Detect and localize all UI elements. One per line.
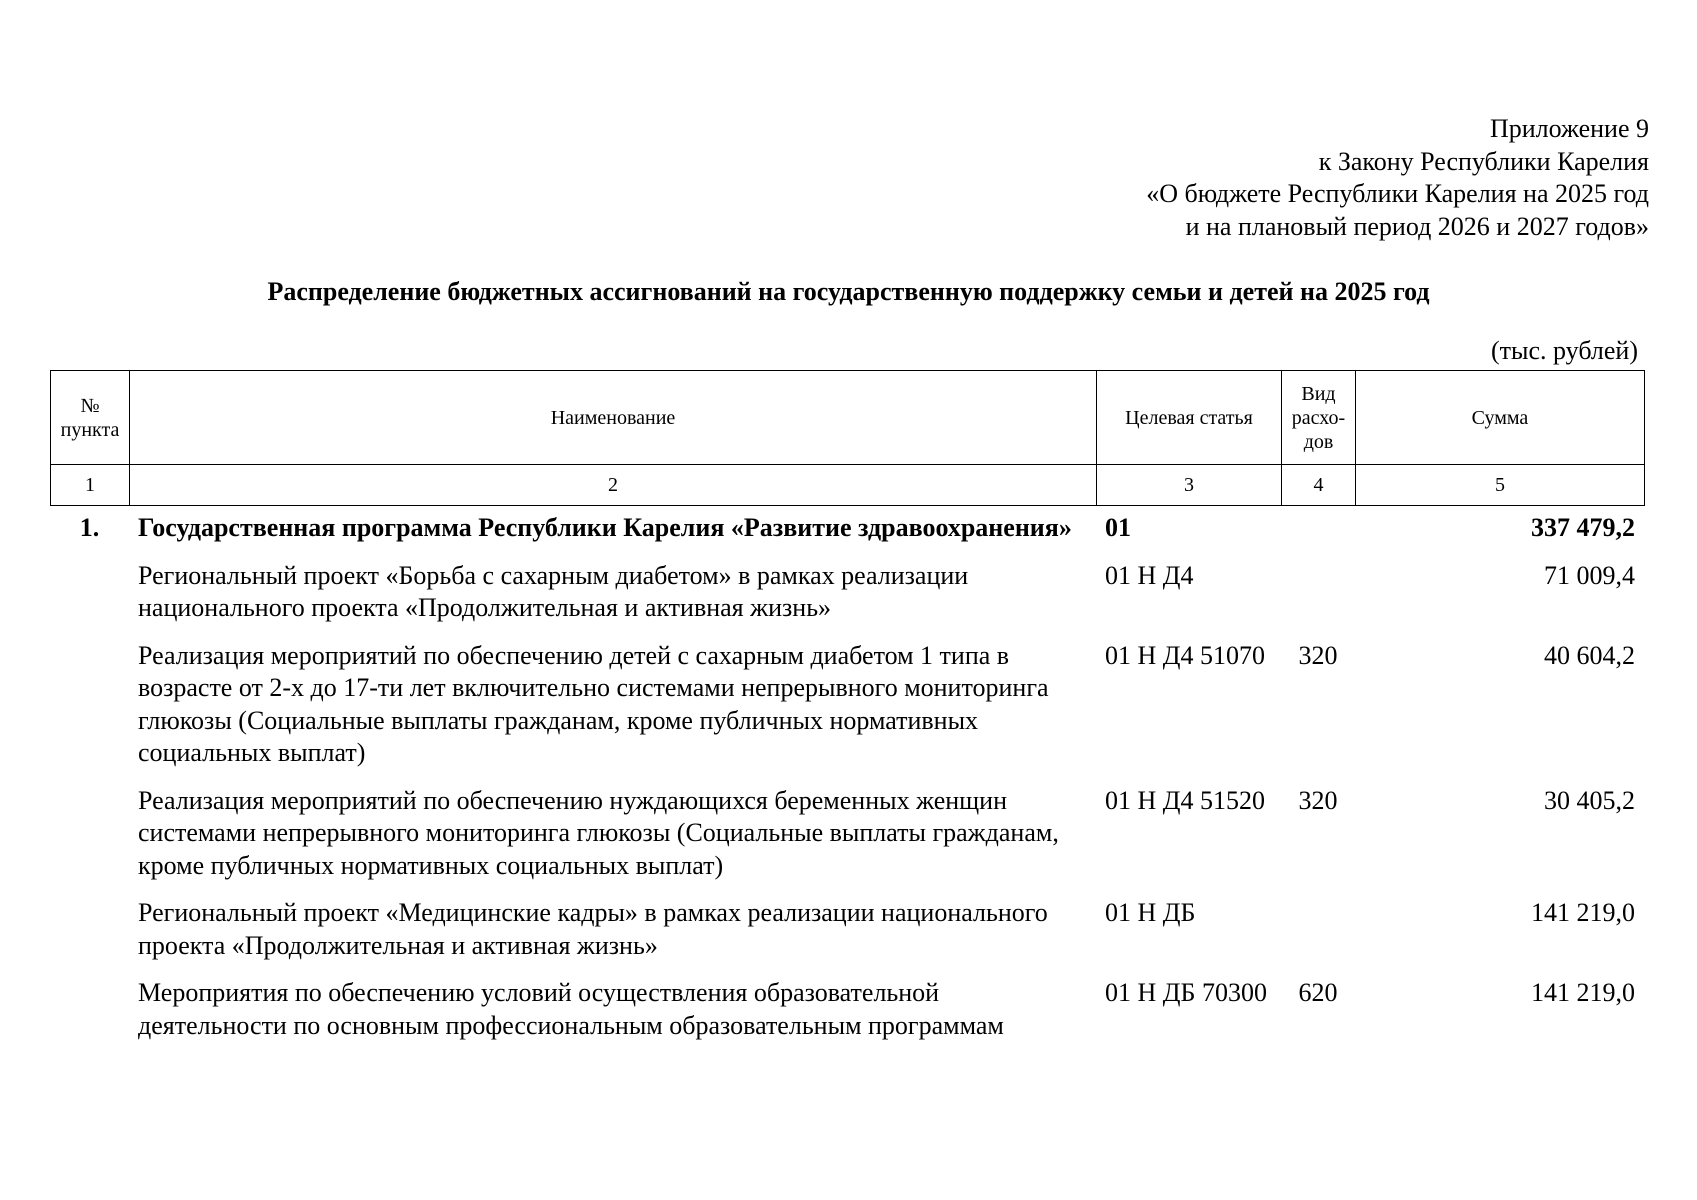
appendix-line: Приложение 9 <box>1489 114 1649 143</box>
row-sum: 337 479,2 <box>1531 513 1635 542</box>
table-header <box>50 370 1645 506</box>
appendix-line: «О бюджете Республики Карелия на 2025 год <box>1146 179 1649 208</box>
row-vid: 620 <box>1298 978 1338 1007</box>
row-vid: 320 <box>1298 640 1338 670</box>
column-number: 5 <box>1356 465 1645 506</box>
budget-table <box>50 512 1644 1057</box>
row-sum: 141 219,0 <box>1531 978 1635 1007</box>
row-name: Региональный проект «Медицинские кадры» в рамках реализации национального проекта «Продолжительная и активная жизнь» <box>138 898 1048 960</box>
row-name: Реализация мероприятий по обеспечению детей с сахарным диабетом 1 типа в возрасте от 2-х до 17-ти лет включительно системами непрерывного мониторинга глюкозы (Социальные выплаты гражданам, кроме публичных нормативных социальных выплат) <box>138 640 1049 767</box>
row-num <box>50 640 129 785</box>
row-code: 01 <box>1105 513 1131 542</box>
table-row <box>50 640 1644 785</box>
row-num <box>50 560 129 640</box>
row-sum: 141 219,0 <box>1531 898 1635 927</box>
column-number: 3 <box>1097 465 1282 506</box>
table-row <box>50 560 1644 640</box>
header-sum: Сумма <box>1356 371 1645 465</box>
table-row <box>50 785 1644 898</box>
table-row <box>50 977 1644 1057</box>
column-number: 1 <box>51 465 130 506</box>
row-vid <box>1281 897 1355 977</box>
row-sum: 30 405,2 <box>1544 785 1635 815</box>
appendix-line: и на плановый период 2026 и 2027 годов» <box>1185 211 1649 241</box>
row-num <box>50 785 129 898</box>
header-vid-line: Вид <box>1301 382 1336 405</box>
header-num <box>51 371 130 465</box>
row-code: 01 Н Д4 <box>1105 560 1194 590</box>
header-code: Целевая статья <box>1097 371 1282 465</box>
document-title: Распределение бюджетных ассигнований на государственную поддержку семьи и детей на 2025 год <box>267 277 1430 306</box>
row-name: Региональный проект «Борьба с сахарным диабетом» в рамках реализации национального проекта «Продолжительная и активная жизнь» <box>138 560 969 622</box>
appendix-line: к Закону Республики Карелия <box>1318 146 1649 176</box>
header-num-line: пункта <box>60 418 120 441</box>
table-row <box>50 512 1644 560</box>
column-number: 4 <box>1282 465 1356 506</box>
row-code: 01 Н Д4 51070 <box>1105 640 1266 670</box>
row-name: Мероприятия по обеспечению условий осуществления образовательной деятельности по основным профессиональным образовательным программам <box>138 978 1004 1040</box>
row-vid: 320 <box>1298 785 1338 815</box>
row-code: 01 Н Д4 51520 <box>1105 785 1266 815</box>
row-name: Реализация мероприятий по обеспечению нуждающихся беременных женщин системами непрерывного мониторинга глюкозы (Социальные выплаты гражданам, кроме публичных нормативных социальных выплат) <box>138 785 1059 880</box>
column-number: 2 <box>130 465 1097 506</box>
appendix-header <box>949 113 1649 243</box>
header-vid <box>1282 371 1356 465</box>
header-name: Наименование <box>130 371 1097 465</box>
row-code: 01 Н ДБ 70300 <box>1105 978 1267 1007</box>
row-code: 01 Н ДБ <box>1105 898 1196 927</box>
row-vid <box>1281 512 1355 560</box>
row-num <box>50 977 129 1057</box>
row-name: Государственная программа Республики Карелия «Развитие здравоохранения» <box>138 513 1072 542</box>
row-sum: 71 009,4 <box>1544 560 1635 590</box>
row-num <box>50 897 129 977</box>
header-vid-line: расхо- <box>1291 406 1346 429</box>
row-sum: 40 604,2 <box>1544 640 1635 670</box>
header-num-line: № <box>80 394 100 417</box>
row-num: 1. <box>79 513 100 542</box>
table-row <box>50 897 1644 977</box>
header-vid-line: дов <box>1303 430 1334 453</box>
row-vid <box>1281 560 1355 640</box>
units-label: (тыс. рублей) <box>1490 336 1638 365</box>
